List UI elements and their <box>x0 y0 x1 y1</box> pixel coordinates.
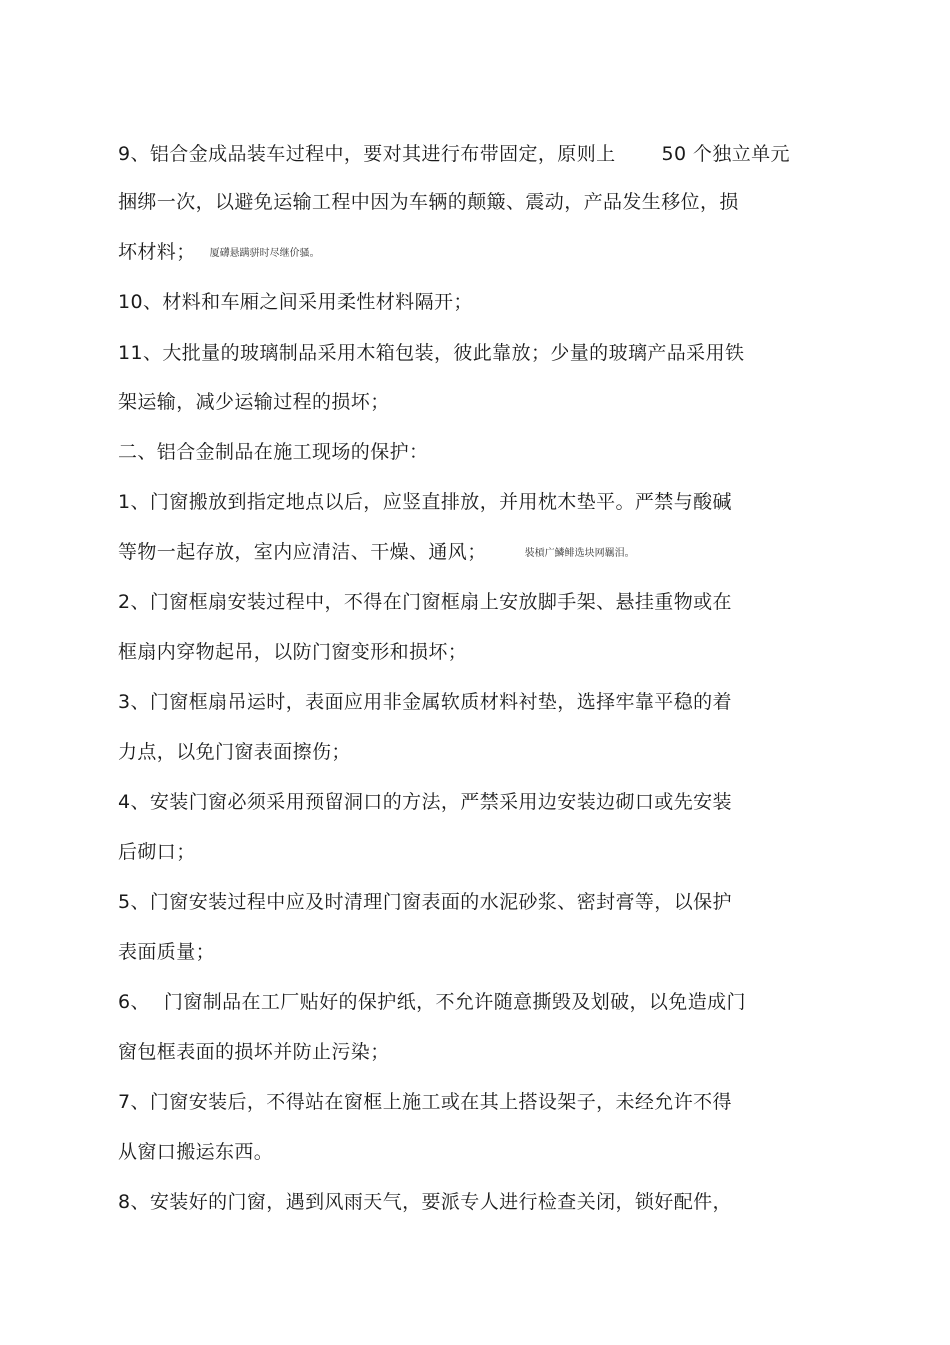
text-line-16-main: 5、门窗安装过程中应及时清理门窗表面的水泥砂浆、密封膏等，以保护 <box>118 891 732 913</box>
text-line-13-main: 力点，以免门窗表面擦伤； <box>118 741 351 763</box>
text-line-4-main: 10、材料和车厢之间采用柔性材料隔开； <box>118 291 473 313</box>
text-line-20 <box>118 1089 732 1115</box>
text-line-18-main: 门窗制品在工厂贴好的保护纸，不允许随意撕毁及划破，以免造成门 <box>163 991 746 1013</box>
section-heading-2 <box>118 439 428 465</box>
text-line-22-main: 8、安装好的门窗，遇到风雨天气，要派专人进行检查关闭，锁好配件， <box>118 1191 732 1213</box>
text-line-4 <box>118 289 473 315</box>
text-line-21 <box>118 1139 273 1165</box>
text-line-2 <box>118 189 739 215</box>
text-line-14 <box>118 789 732 815</box>
text-line-1 <box>118 141 790 167</box>
text-line-6 <box>118 389 390 415</box>
text-line-21-main: 从窗口搬运东西。 <box>118 1141 274 1163</box>
text-line-12 <box>118 689 732 715</box>
text-line-19 <box>118 1039 390 1065</box>
text-line-18-number: 6、 <box>118 991 150 1013</box>
text-line-1-tail: 50 个独立单元 <box>661 143 790 165</box>
text-line-14-main: 4、安装门窗必须采用预留洞口的方法，严禁采用边安装边砌口或先安装 <box>118 791 732 813</box>
text-line-1-main: 9、铝合金成品装车过程中，要对其进行布带固定，原则上 <box>118 143 616 165</box>
text-line-17 <box>118 939 215 965</box>
text-line-13 <box>118 739 351 765</box>
text-line-11 <box>118 639 467 665</box>
text-line-15 <box>118 839 196 865</box>
text-line-3-garbled-note: 厦礴悬蹒骈时尽继价骚。 <box>209 248 320 259</box>
text-line-10-main: 2、门窗框扇安装过程中，不得在门窗框扇上安放脚手架、悬挂重物或在 <box>118 591 732 613</box>
text-line-3 <box>118 239 320 267</box>
text-line-8 <box>118 489 732 515</box>
text-line-10 <box>118 589 732 615</box>
text-line-12-main: 3、门窗框扇吊运时，表面应用非金属软质材料衬垫，选择牢靠平稳的着 <box>118 691 732 713</box>
text-line-17-main: 表面质量； <box>118 941 216 963</box>
text-line-8-main: 1、门窗搬放到指定地点以后，应竖直排放，并用枕木垫平。严禁与酸碱 <box>118 491 732 513</box>
text-line-6-main: 架运输，减少运输过程的损坏； <box>118 391 390 413</box>
text-line-9-main: 等物一起存放，室内应清洁、干燥、通风； <box>118 541 487 563</box>
text-line-15-main: 后砌口； <box>118 841 196 863</box>
section-heading-2-text: 二、铝合金制品在施工现场的保护： <box>118 441 429 463</box>
text-line-19-main: 窗包框表面的损坏并防止污染； <box>118 1041 390 1063</box>
text-line-2-main: 捆绑一次，以避免运输工程中因为车辆的颠簸、震动，产品发生移位，损 <box>118 191 739 213</box>
text-line-11-main: 框扇内穿物起吊，以防门窗变形和损坏； <box>118 641 468 663</box>
text-line-20-main: 7、门窗安装后，不得站在窗框上施工或在其上搭设架子，未经允许不得 <box>118 1091 732 1113</box>
text-line-3-main: 坏材料； <box>118 241 196 263</box>
text-line-5 <box>118 340 744 366</box>
text-line-22 <box>118 1189 732 1215</box>
text-line-9 <box>118 539 635 567</box>
text-line-5-main: 11、大批量的玻璃制品采用木箱包装，彼此靠放；少量的玻璃产品采用铁 <box>118 342 745 364</box>
text-line-18 <box>118 989 746 1015</box>
text-line-16 <box>118 889 732 915</box>
text-line-9-garbled-note: 裝槓广鱗鲱选块网羈泪。 <box>524 548 635 559</box>
